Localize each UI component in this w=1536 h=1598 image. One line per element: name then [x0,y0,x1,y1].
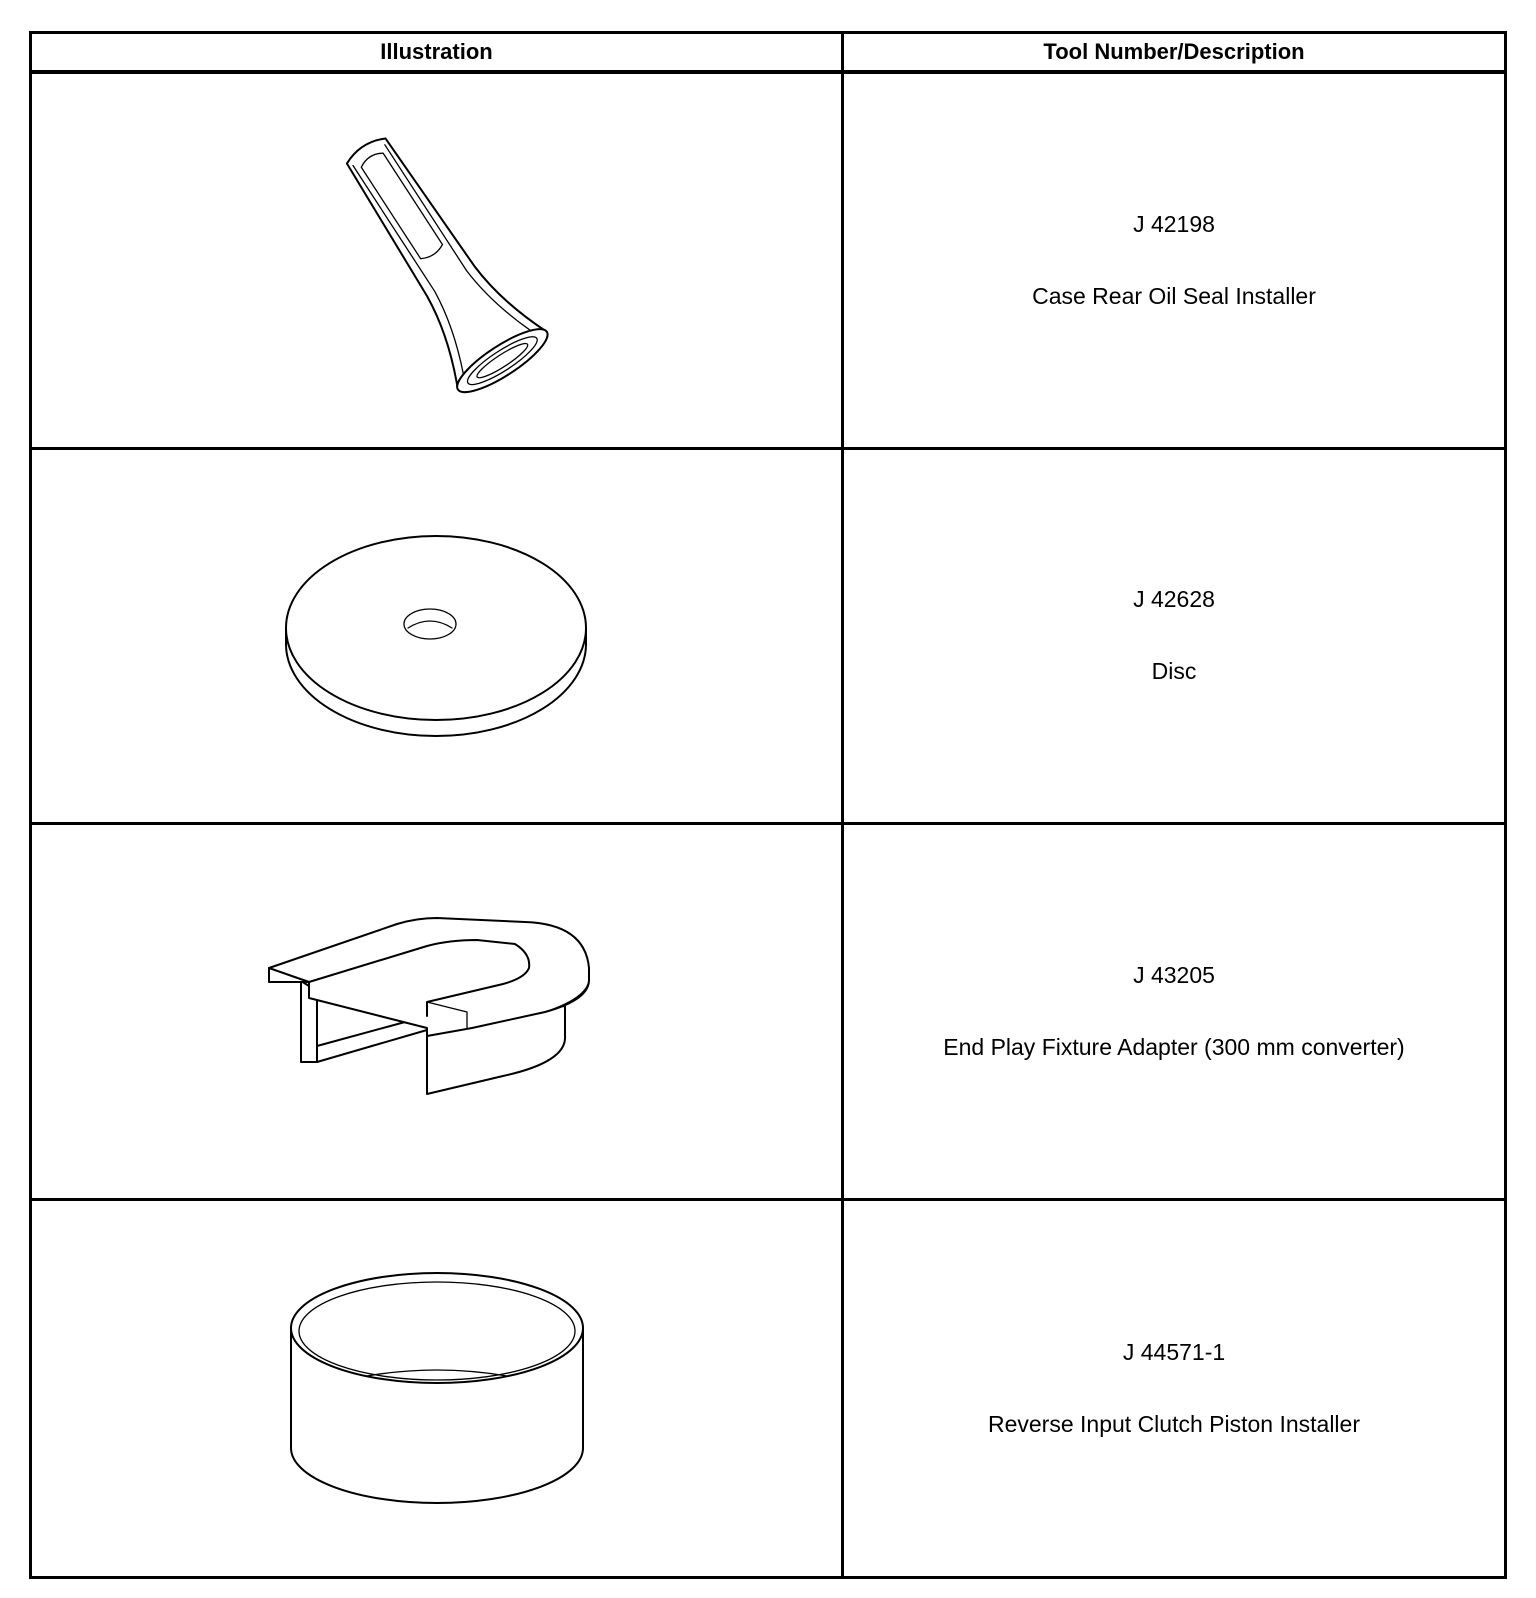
tool-description: End Play Fixture Adapter (300 mm converter) [943,1033,1405,1060]
piston-installer-icon [287,1268,587,1508]
special-tools-table [29,31,1507,1579]
tool-number: J 42198 [1133,210,1215,237]
tool-description-cell [844,825,1504,1201]
tool-description-cell [844,1201,1504,1577]
fixture-adapter-icon [267,916,607,1106]
header-tool-description: Tool Number/Description [844,34,1504,74]
tool-description: Case Rear Oil Seal Installer [1032,282,1316,309]
tool-description: Disc [1151,658,1197,685]
tool-number: J 44571-1 [1122,1338,1226,1365]
illustration-cell [32,74,844,450]
illustration-cell [32,1201,844,1577]
disc-icon [282,536,592,736]
illustration-cell [32,450,844,826]
tool-number: J 42628 [1133,586,1215,613]
header-illustration: Illustration [32,34,844,74]
tool-description: Reverse Input Clutch Piston Installer [987,1410,1360,1437]
illustration-cell [32,825,844,1201]
tool-description-cell [844,450,1504,826]
tool-description-cell [844,74,1504,450]
tool-number: J 43205 [1133,961,1215,988]
seal-installer-icon [302,115,572,405]
